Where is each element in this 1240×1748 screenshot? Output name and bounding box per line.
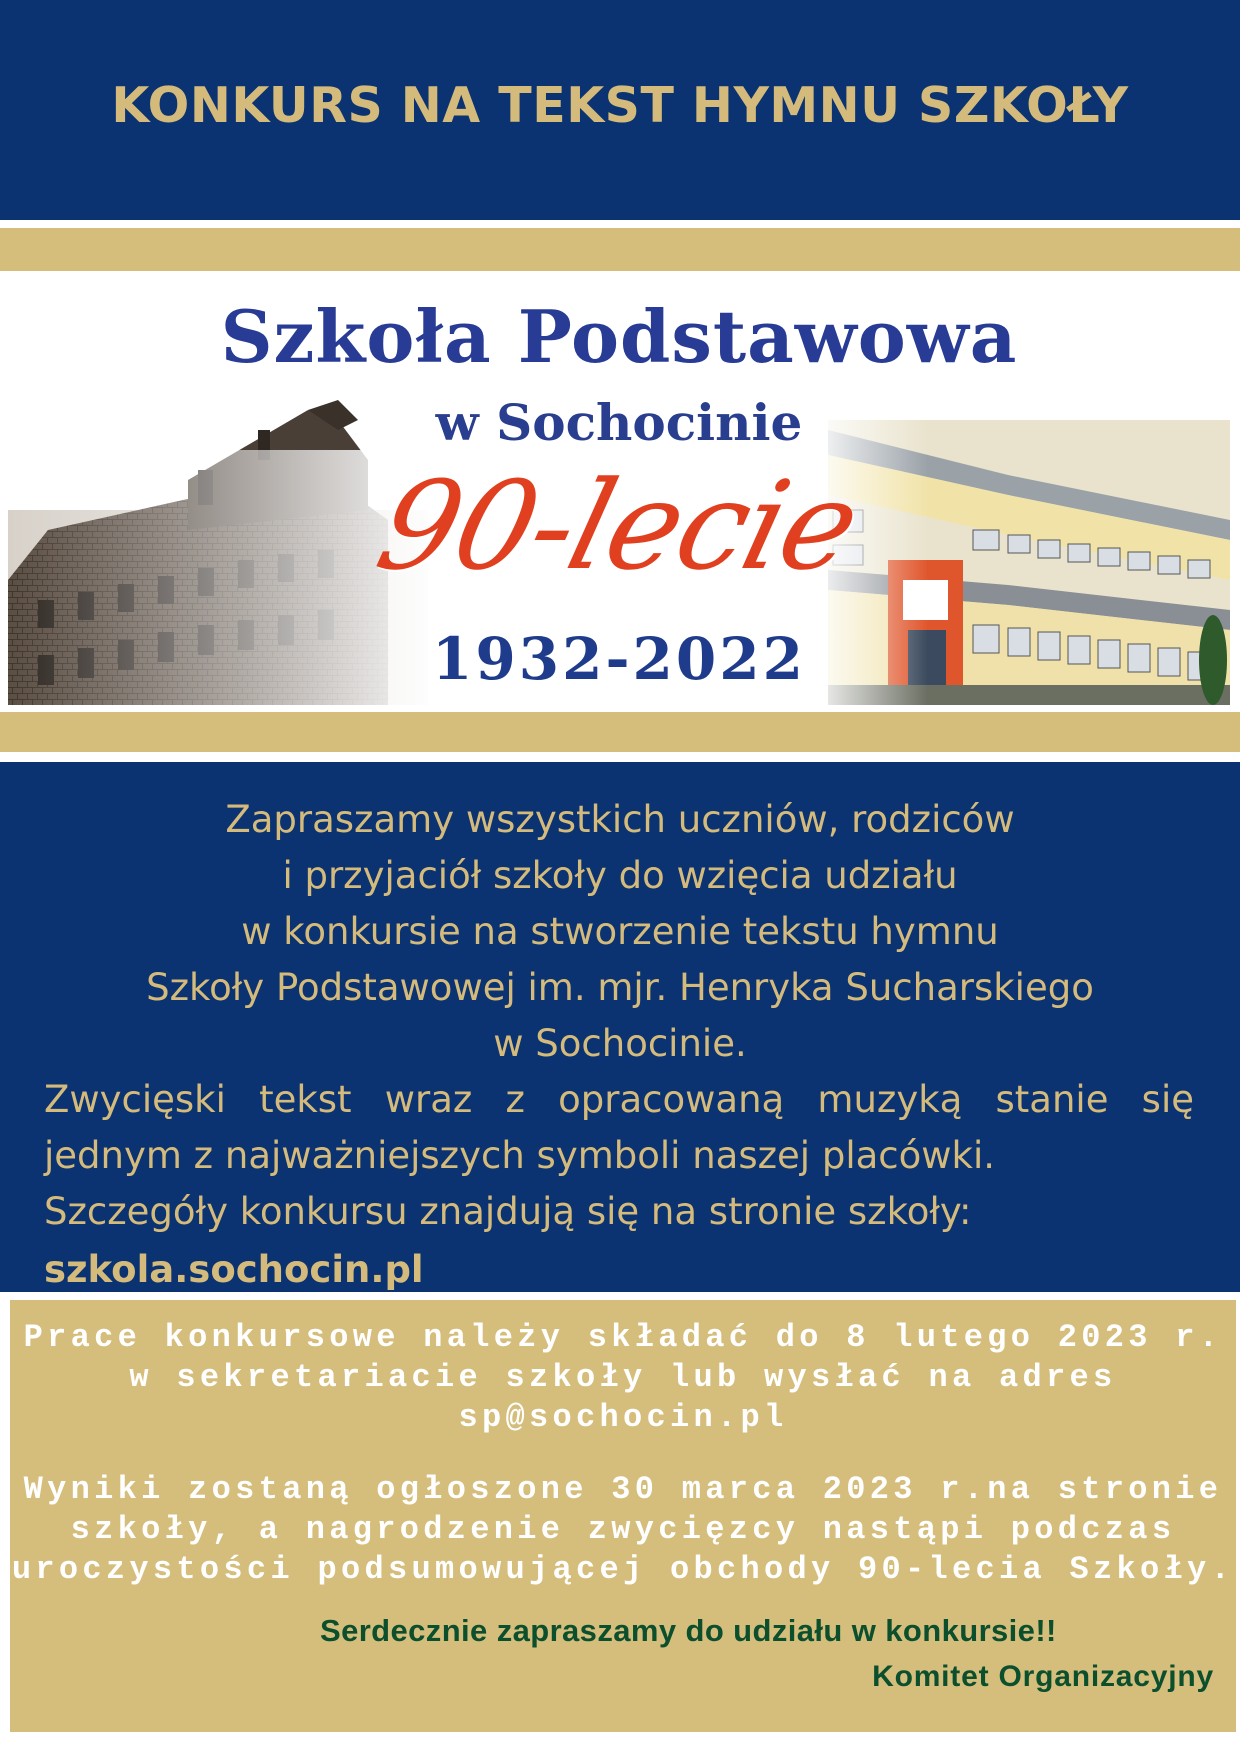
anniversary-banner (8, 280, 1230, 705)
contact-email[interactable]: sp@sochocin.pl (458, 1399, 788, 1436)
invitation-line: w Sochocinie. (493, 1022, 747, 1065)
anniversary-label: 90-lecie (364, 455, 872, 597)
results-line: szkoły, a nagrodzenie zwycięzcy nastąpi podczas (70, 1511, 1176, 1548)
invitation-line: w konkursie na stworzenie tekstu hymnu (241, 910, 999, 953)
details-line: Szczegóły konkursu znajdują się na stronie szkoły: (44, 1190, 972, 1233)
invitation-line: Szkoły Podstawowej im. mjr. Henryka Sucharskiego (146, 966, 1094, 1009)
invitation-details-text (44, 1072, 1194, 1298)
submission-line: Prace konkursowe należy składać do 8 lutego 2023 r. (23, 1319, 1223, 1356)
school-name: Szkoła Podstawowa (220, 294, 1018, 379)
school-location: w Sochocinie (435, 393, 803, 452)
poster-title: KONKURS NA TEKST HYMNU SZKOŁY (111, 76, 1129, 134)
results-info (10, 1470, 1236, 1590)
organizing-committee-signature: Komitet Organizacyjny (872, 1660, 1214, 1693)
invitation-line: Zapraszamy wszystkich uczniów, rodziców (225, 798, 1015, 841)
results-line: Wyniki zostaną ogłoszone 30 marca 2023 r.na stronie (23, 1471, 1223, 1508)
gold-divider-bottom (0, 712, 1240, 752)
invitation-line: jednym z najważniejszych symboli naszej placówki. (44, 1134, 995, 1177)
invitation-line: i przyjaciół szkoły do wzięcia udziału (282, 854, 958, 897)
anniversary-years: 1932-2022 (432, 625, 806, 693)
invitation-section (0, 762, 1240, 1292)
invitation-line: Zwycięski tekst wraz z opracowaną muzyką stanie się (44, 1078, 1194, 1121)
gold-divider-top (0, 228, 1240, 271)
school-website-link[interactable]: szkola.sochocin.pl (44, 1248, 424, 1291)
submission-line: w sekretariacie szkoły lub wysłać na adres (129, 1359, 1117, 1396)
closing-invitation: Serdecznie zapraszamy do udziału w konkursie!! (320, 1613, 1057, 1648)
invitation-centered-text (0, 792, 1240, 1072)
results-line: uroczystości podsumowującej obchody 90-lecia Szkoły. (11, 1551, 1235, 1588)
submission-info (10, 1318, 1236, 1438)
poster-header (0, 0, 1240, 220)
info-section (10, 1300, 1236, 1732)
